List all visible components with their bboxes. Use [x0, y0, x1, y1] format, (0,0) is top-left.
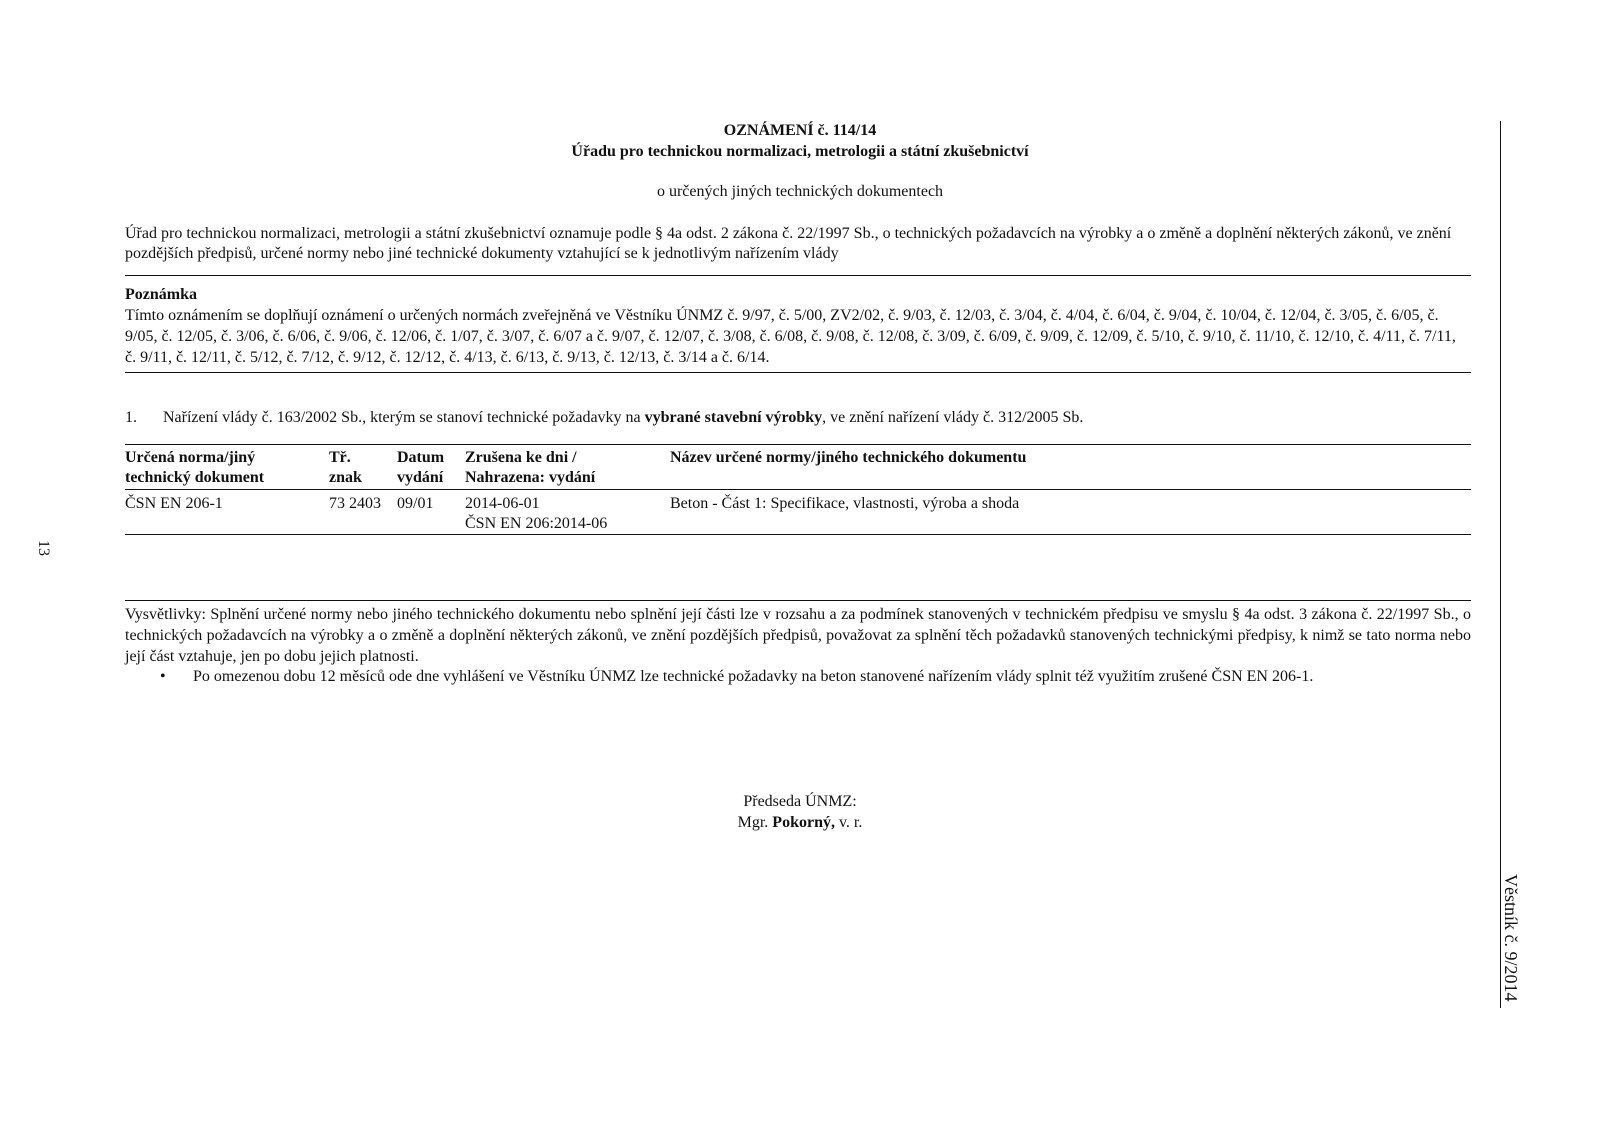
header-cancel-line2: Nahrazena: vydání — [465, 469, 596, 486]
cell-replacement: ČSN EN 206:2014-06 — [465, 515, 608, 532]
header-date-line2: vydání — [397, 469, 444, 486]
cell-norm: ČSN EN 206-1 — [125, 495, 223, 512]
header-cancel-line1: Zrušena ke dni / — [465, 449, 577, 466]
header-date — [397, 448, 444, 488]
table-top-rule — [125, 444, 1471, 445]
bullet-text: Po omezenou dobu 12 měsíců ode dne vyhlášení ve Věstníku ÚNMZ lze technické požadavky na beton stanovené nařízením vlády splnit též využitím zrušené ČSN EN 206-1. — [193, 668, 1314, 685]
header-class — [329, 448, 362, 488]
note-heading: Poznámka — [125, 286, 197, 303]
cell-cancel — [465, 494, 607, 534]
header-name: Název určené normy/jiného technického dokumentu — [670, 449, 1027, 466]
journal-label: Věstník č. 9/2014 — [1501, 874, 1521, 1002]
signature-name: Pokorný, — [772, 814, 835, 831]
cell-cancel-date: 2014-06-01 — [465, 495, 540, 512]
note-bottom-divider — [125, 372, 1471, 373]
page-number: 13 — [35, 540, 52, 556]
bullet-icon: • — [160, 668, 166, 685]
signature-role: Předseda ÚNMZ: — [743, 793, 857, 810]
signature-prefix: Mgr. — [737, 814, 773, 831]
header-cancel — [465, 448, 595, 488]
cell-date: 09/01 — [397, 495, 434, 512]
signature-suffix: v. r. — [834, 814, 863, 831]
intro-paragraph: Úřad pro technickou normalizaci, metrologii a státní zkušebnictví oznamuje podle § 4a odst. 2 zákona č. 22/1997 Sb., o technických požadavcích na výrobky a o změně a doplnění některých zákonů, ve znění pozdějších předpisů, určené normy nebo jiné technické dokumenty vztahující se k jednotlivým nařízením vlády — [125, 225, 1452, 262]
explanation-divider — [125, 600, 1471, 601]
notice-subtitle: Úřadu pro technickou normalizaci, metrologii a státní zkušebnictví — [571, 143, 1029, 160]
notice-subject: o určených jiných technických dokumentech — [656, 183, 944, 200]
table-header-rule — [125, 489, 1471, 490]
notice-title: OZNÁMENÍ č. 114/14 — [723, 122, 877, 139]
header-norm — [125, 448, 264, 488]
item-text-after: , ve znění nařízení vlády č. 312/2005 Sb. — [822, 409, 1084, 426]
note-top-divider — [125, 275, 1471, 276]
table-bottom-rule — [125, 534, 1471, 535]
bullet-item — [160, 667, 1460, 687]
item-number: 1. — [125, 409, 137, 426]
item-text-bold: vybrané stavební výrobky — [644, 409, 823, 426]
note-text: Tímto oznámením se doplňují oznámení o určených normách zveřejněná ve Věstníku ÚNMZ č. 9/97, č. 5/00, ZV2/02, č. 9/03, č. 12/03, č. 3/04, č. 4/04, č. 6/04, č. 9/04, č. 10/04, č. 12/04, č. 3/05, č. 6/05, č. 9/05, č. 12/05, č. 3/06, č. 6/06, č. 9/06, č. 12/06, č. 1/07, č. 3/07, č. 6/07 a č. 9/07, č. 12/07, č. 3/08, č. 6/08, č. 9/08, č. 12/08, č. 3/09, č. 6/09, č. 9/09, č. 12/09, č. 5/10, č. 9/10, č. 11/10, č. 12/10, č. 4/11, č. 7/11, č. 9/11, č. 12/11, č. 5/12, č. 7/12, č. 9/12, č. 12/12, č. 4/13, č. 6/13, č. 9/13, č. 12/13, č. 3/14 a č. 6/14. — [125, 307, 1456, 366]
header-norm-line2: technický dokument — [125, 469, 265, 486]
item-text-before: Nařízení vlády č. 163/2002 Sb., kterým se stanoví technické požadavky na — [163, 409, 645, 426]
header-date-line1: Datum — [397, 449, 445, 466]
signature-name-line — [600, 813, 1000, 833]
regulation-item — [125, 408, 1470, 428]
header-class-line1: Tř. — [329, 449, 351, 466]
explanation-text: Vysvětlivky: Splnění určené normy nebo jiného technického dokumentu nebo splnění její části lze v rozsahu a za podmínek stanovených v technickém předpisu ve smyslu § 4a odst. 3 zákona č. 22/1997 Sb., o technických požadavcích na výrobky a o změně a doplnění některých zákonů, ve znění pozdějších předpisů, považovat za splnění těch požadavků stanovených technickými předpisy, k nimž se tato norma nebo její část vztahuje, jen po dobu jejich platnosti. — [125, 606, 1471, 665]
cell-name: Beton - Část 1: Specifikace, vlastnosti, výroba a shoda — [670, 495, 1020, 512]
cell-class: 73 2403 — [329, 495, 381, 512]
header-norm-line1: Určená norma/jiný — [125, 449, 256, 466]
header-class-line2: znak — [329, 469, 362, 486]
